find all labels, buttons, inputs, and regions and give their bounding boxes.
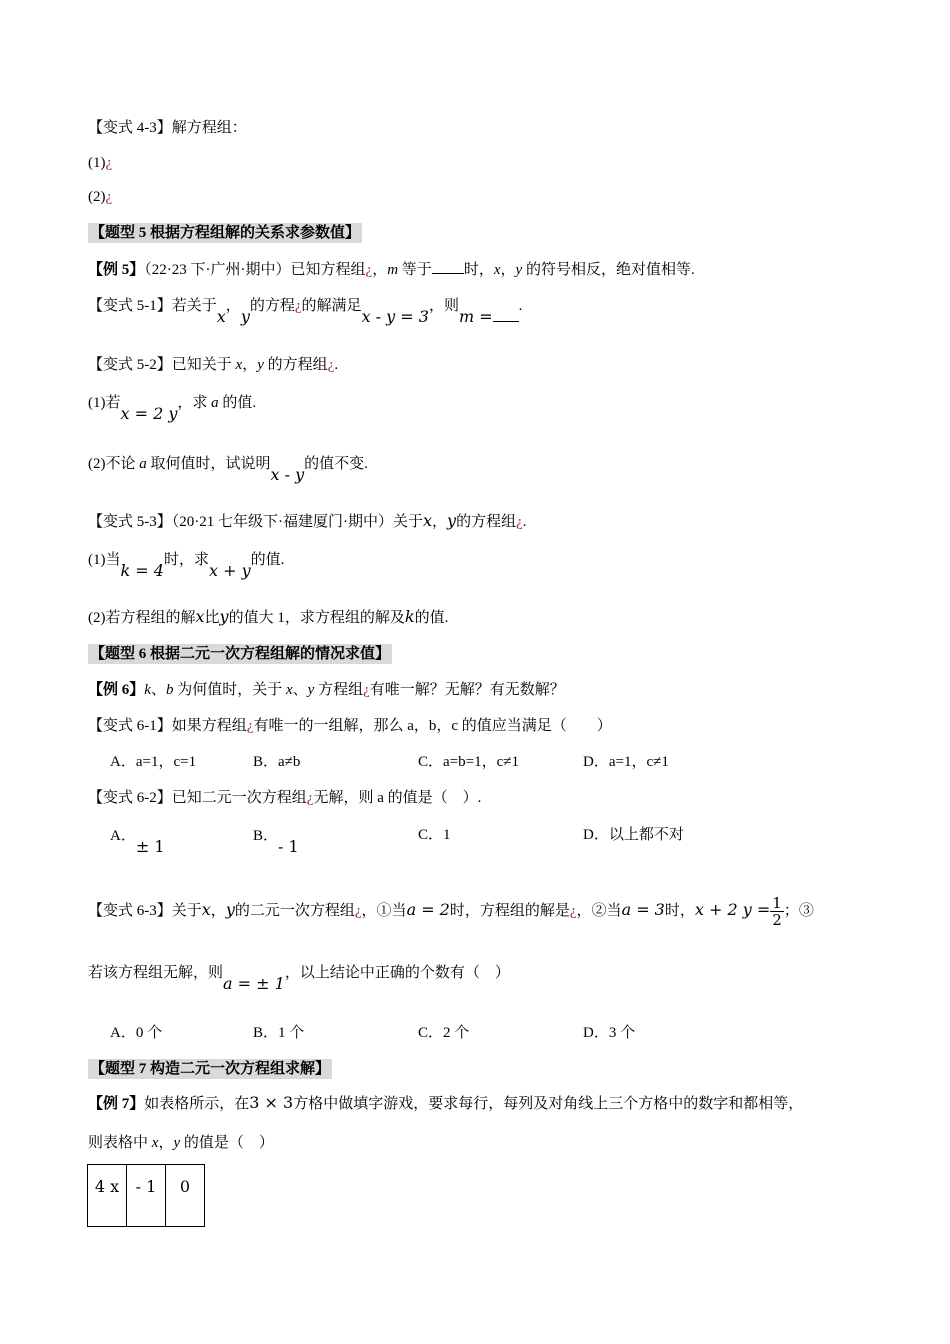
answer-blank [493, 311, 519, 322]
condition-formula: x - y = 3 [361, 307, 429, 326]
variant-5-3-line: 【变式 5-3】（20·21 七年级下·福建厦门·期中）关于x，y的方程组¿. [88, 511, 527, 530]
variant-5-2-line: 【变式 5-2】已知关于 x，y 的方程组¿. [88, 357, 339, 373]
option-b[interactable]: B．- 1 [253, 828, 299, 856]
option-a[interactable]: A．± 1 [110, 828, 165, 856]
table-cell: - 1 [127, 1165, 166, 1227]
table-cell: 0 [166, 1165, 205, 1227]
variant-4-3-line: 【变式 4-3】解方程组： [88, 120, 247, 136]
fraction: $\frac{1}{2}$ [772, 894, 782, 929]
option-a[interactable]: A．0 个 [110, 1025, 163, 1041]
section-5-banner: 【题型 5 根据方程组解的关系求参数值】 [90, 225, 361, 241]
section-7-banner: 【题型 7 构造二元一次方程组求解】 [90, 1061, 331, 1077]
variant-6-3-line: 【变式 6-3】关于x，y的二元一次方程组¿，①当a = 2时，方程组的解是¿，②当a = 3时，x + 2 y = $\frac{1}{2}$ ；③ [88, 894, 814, 929]
example-7-line2: 则表格中 x，y 的值是（ ） [88, 1135, 274, 1151]
option-b[interactable]: B．1 个 [253, 1025, 305, 1041]
variant-5-2-part2: (2)不论 a 取何值时，试说明x - y的值不变. [88, 456, 368, 484]
variant-4-3-part1: (1)¿ [88, 155, 113, 171]
example-6-line: 【例 6】k、b 为何值时，关于 x、y 方程组¿有唯一解？无解？有无数解？ [88, 682, 565, 698]
section-6-banner: 【题型 6 根据二元一次方程组解的情况求值】 [90, 646, 391, 662]
option-d[interactable]: D．a=1，c≠1 [583, 754, 669, 770]
variant-5-3-part1: (1)当k = 4时，求x + y的值. [88, 552, 285, 580]
magic-square-table [87, 1164, 205, 1227]
option-c[interactable]: C．1 [418, 827, 451, 843]
variant-5-3-part2: (2)若方程组的解x比y的值大 1，求方程组的解及k的值. [88, 607, 449, 626]
option-d[interactable]: D．以上都不对 [583, 827, 684, 843]
variant-6-3-line2: 若该方程组无解，则a = ± 1，以上结论中正确的个数有（ ） [88, 965, 510, 993]
table-row [88, 1165, 205, 1227]
option-d[interactable]: D．3 个 [583, 1025, 636, 1041]
table-cell: 4 x [88, 1165, 127, 1227]
option-b[interactable]: B．a≠b [253, 754, 301, 770]
example-7-line: 【例 7】如表格所示，在3 × 3方格中做填字游戏，要求每行，每列及对角线上三个方格中的数字和都相等， [88, 1093, 804, 1112]
example-5-line: 【例 5】（22·23 下·广州·期中）已知方程组¿，m 等于 时，x，y 的符号相反，绝对值相等. [88, 259, 695, 280]
option-c[interactable]: C．a=b=1，c≠1 [418, 754, 519, 770]
variant-5-2-part1: (1)若x = 2 y，求 a 的值. [88, 395, 257, 423]
variant-5-1-line: 【变式 5-1】若关于x，y的方程¿的解满足x - y = 3，则m =. [88, 298, 523, 326]
variant-6-1-line: 【变式 6-1】如果方程组¿有唯一的一组解，那么 a，b，c 的值应当满足（ ） [88, 718, 612, 734]
option-c[interactable]: C．2 个 [418, 1025, 470, 1041]
option-a[interactable]: A．a=1，c=1 [110, 754, 197, 770]
missing-equation-glyph: ¿ [105, 155, 113, 171]
answer-blank [432, 259, 464, 274]
variant-6-2-line: 【变式 6-2】已知二元一次方程组¿无解，则 a 的值是（ ）. [88, 790, 482, 806]
missing-equation-glyph: ¿ [105, 189, 113, 205]
variant-4-3-tag: 【变式 4-3】 [88, 120, 172, 136]
variant-4-3-part2: (2)¿ [88, 189, 113, 205]
